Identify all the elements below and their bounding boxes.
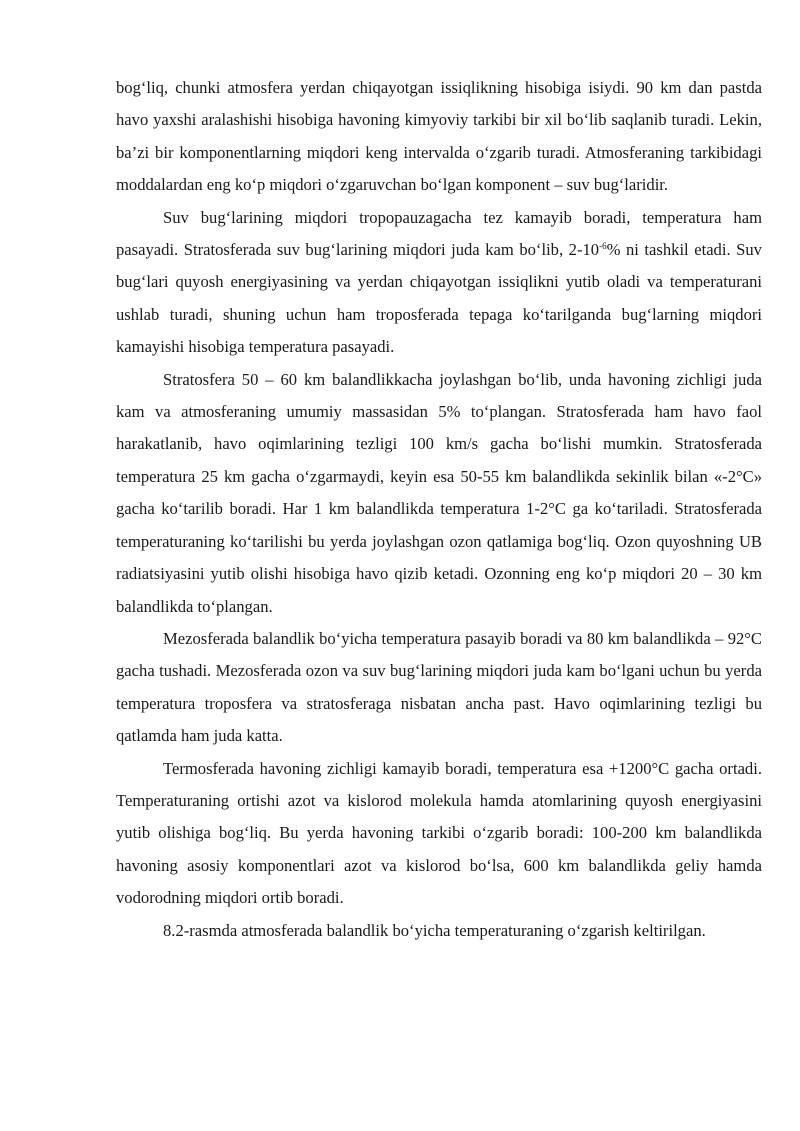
paragraph-figure-reference: 8.2-rasmda atmosferada balandlik bo‘yicha temperaturaning o‘zgarish keltirilgan. bbox=[163, 920, 706, 940]
exponent: -6 bbox=[599, 241, 607, 252]
paragraph-water-vapor-before: Suv bug‘larining miqdori tropopauzagacha tez kamayib boradi, temperatura ham pasayadi. Stratosferada suv bug‘larining miqdori juda kam bo‘lib, 2-10 bbox=[116, 207, 762, 260]
paragraph-continuation: bog‘liq, chunki atmosfera yerdan chiqayotgan issiqlikning hisobiga isiydi. 90 km dan pastda havo yaxshi aralashishi hisobiga havoning kimyoviy tarkibi bir xil bo‘lib saqlanib turadi. Lekin, ba’zi bir komponentlarning miqdori keng intervalda o‘zgarib turadi. Atmosferaning tarkibidagi moddalardan eng ko‘p miqdori o‘zgaruvchan bo‘lgan komponent – suv bug‘laridir. bbox=[116, 78, 762, 195]
paragraph-mesosphere: Mezosferada balandlik bo‘yicha temperatura pasayib boradi va 80 km balandlikda – 92°C gacha tushadi. Mezosferada ozon va suv bug‘larining miqdori juda kam bo‘lgani uchun bu yerda temperatura troposfera va stratosferaga nisbatan ancha past. Havo oqimlarining tezligi bu qatlamda ham juda katta. bbox=[116, 628, 762, 746]
paragraph-water-vapor-after: % ni tashkil etadi. Suv bug‘lari quyosh energiyasining va yerdan chiqayotgan issiqlikni yutib oladi va temperaturani ushlab turadi, shuning uchun ham troposferada tepaga ko‘tarilganda bug‘larning miqdori kamayishi hisobiga temperatura pasayadi. bbox=[116, 240, 762, 357]
paragraph-water-vapor bbox=[116, 202, 762, 364]
paragraph-thermosphere: Termosferada havoning zichligi kamayib boradi, temperatura esa +1200°C gacha ortadi. Temperaturaning ortishi azot va kislorod molekula hamda atomlarining quyosh energiyasini yutib olishiga bog‘liq. Bu yerda havoning tarkibi o‘zgarib boradi: 100-200 km balandlikda havoning asosiy komponentlari azot va kislorod bo‘lsa, 600 km balandlikda geliy hamda vodorodning miqdori ortib boradi. bbox=[116, 758, 762, 908]
paragraph-stratosphere: Stratosfera 50 – 60 km balandlikkacha joylashgan bo‘lib, unda havoning zichligi juda kam va atmosferaning umumiy massasidan 5% to‘plangan. Stratosferada ham havo faol harakatlanib, havo oqimlarining tezligi 100 km/s gacha bo‘lishi mumkin. Stratosferada temperatura 25 km gacha o‘zgarmaydi, keyin esa 50-55 km balandlikda sekinlik bilan «-2°C» gacha ko‘tarilib boradi. Har 1 km balandlikda temperatura 1-2°C ga ko‘tariladi. Stratosferada temperaturaning ko‘tarilishi bu yerda joylashgan ozon qatlamiga bog‘liq. Ozon quyoshning UB radiatsiyasini yutib olishi hisobiga havo qizib ketadi. Ozonning eng ko‘p miqdori 20 – 30 km balandlikda to‘plangan. bbox=[116, 369, 762, 616]
document-page bbox=[116, 72, 762, 947]
